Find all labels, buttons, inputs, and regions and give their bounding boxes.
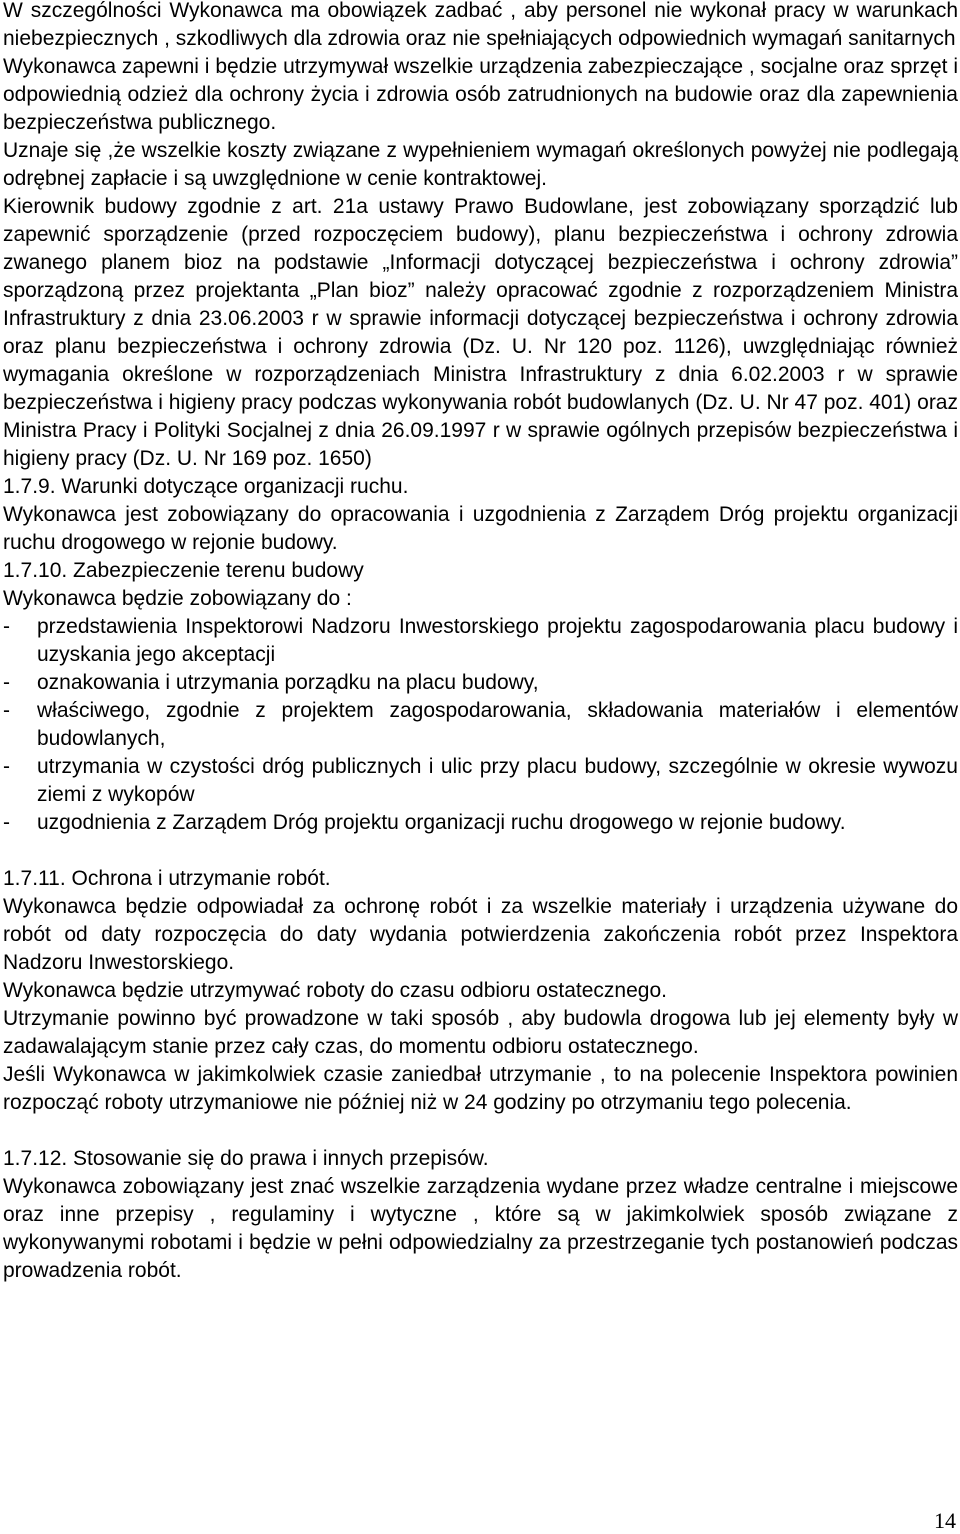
section-heading-1-7-10: 1.7.10. Zabezpieczenie terenu budowy bbox=[3, 559, 364, 582]
section-heading-1-7-12: 1.7.12. Stosowanie się do prawa i innych przepisów. bbox=[3, 1147, 489, 1170]
paragraph-bioz-plan: Kierownik budowy zgodnie z art. 21a ustawy Prawo Budowlane, jest zobowiązany sporządzić lub zapewnić sporządzenie (przed rozpoczęciem budowy), planu bezpieczeństwa i ochrony zdrowia zwanego planem bioz na podstawie „Informacji dotyczącej bezpieczeństwa i ochrony zdrowia” sporządzoną przez projektanta „Plan bioz” należy opracować zgodnie z rozporządzeniem Ministra Infrastruktury z dnia 23.06.2003 r w sprawie informacji dotyczącej bezpieczeństwa i ochrony zdrowia oraz planu bezpieczeństwa i ochrony zdrowia (Dz. U. Nr 120 poz. 1126), uwzględniając również wymagania określone w rozporządzeniach Ministra Infrastruktury z dnia 6.02.2003 r w sprawie bezpieczeństwa i higieny pracy podczas wykonywania robót budowlanych (Dz. U. Nr 47 poz. 401) oraz Ministra Pracy i Polityki Socjalnej z dnia 26.09.1997 r w sprawie ogólnych przepisów bezpieczeństwa i higieny pracy (Dz. U. Nr 169 poz. 1650) bbox=[3, 195, 958, 470]
paragraph-traffic-organization: Wykonawca jest zobowiązany do opracowania i uzgodnienia z Zarządem Dróg projektu organizacji ruchu drogowego w rejonie budowy. bbox=[3, 503, 958, 554]
paragraph-protection: Wykonawca będzie odpowiadał za ochronę robót i za wszelkie materiały i urządzenia używane do robót od daty rozpoczęcia do daty wydania potwierdzenia zakończenia robót przez Inspektora Nadzoru Inwestorskiego. bbox=[3, 895, 958, 974]
list-item bbox=[3, 697, 958, 753]
list-dash: - bbox=[3, 615, 10, 638]
list-dash: - bbox=[3, 699, 10, 722]
list-item-text: utrzymania w czystości dróg publicznych i ulic przy placu budowy, szczególnie w okresie wywozu ziemi z wykopów bbox=[37, 755, 958, 806]
list-item bbox=[3, 753, 958, 809]
paragraph-neglect: Jeśli Wykonawca w jakimkolwiek czasie zaniedbał utrzymanie , to na polecenie Inspektora powinien rozpocząć roboty utrzymaniowe nie później niż w 24 godziny po otrzymaniu tego polecenia. bbox=[3, 1063, 958, 1114]
list-item bbox=[3, 613, 958, 669]
obligations-list bbox=[3, 613, 958, 837]
list-item bbox=[3, 669, 958, 697]
list-dash: - bbox=[3, 671, 10, 694]
list-dash: - bbox=[3, 811, 10, 834]
paragraph-costs: Uznaje się ,że wszelkie koszty związane z wypełnieniem wymagań określonych powyżej nie podlegają odrębnej zapłacie i są uwzględnione w cenie kontraktowej. bbox=[3, 139, 958, 190]
paragraph-maintenance: Wykonawca będzie utrzymywać roboty do czasu odbioru ostatecznego. bbox=[3, 979, 667, 1002]
page-number: 14 bbox=[934, 1508, 956, 1533]
list-item-text: uzgodnienia z Zarządem Dróg projektu organizacji ruchu drogowego w rejonie budowy. bbox=[37, 811, 846, 834]
paragraph-obligations-intro: Wykonawca będzie zobowiązany do : bbox=[3, 587, 352, 610]
paragraph-safety-equipment: Wykonawca zapewni i będzie utrzymywał wszelkie urządzenia zabezpieczające , socjalne oraz sprzęt i odpowiednią odzież dla ochrony życia i zdrowia osób zatrudnionych na budowie oraz dla zapewnienia bezpieczeństwa publicznego. bbox=[3, 55, 958, 134]
paragraph-regulations: Wykonawca zobowiązany jest znać wszelkie zarządzenia wydane przez władze centralne i miejscowe oraz inne przepisy , regulaminy i wytyczne , które są w jakimkolwiek sposób związane z wykonywanymi robotami i będzie w pełni odpowiedzialny za przestrzeganie tych postanowień podczas prowadzenia robót. bbox=[3, 1175, 958, 1282]
list-item bbox=[3, 809, 958, 837]
list-item-text: oznakowania i utrzymania porządku na placu budowy, bbox=[37, 671, 539, 694]
list-item-text: właściwego, zgodnie z projektem zagospodarowania, składowania materiałów i elementów budowlanych, bbox=[37, 699, 958, 750]
section-heading-1-7-11: 1.7.11. Ochrona i utrzymanie robót. bbox=[3, 867, 331, 890]
list-dash: - bbox=[3, 755, 10, 778]
list-item-text: przedstawienia Inspektorowi Nadzoru Inwestorskiego projektu zagospodarowania placu budowy i uzyskania jego akceptacji bbox=[37, 615, 958, 666]
document-body bbox=[3, 0, 958, 1285]
blank-line bbox=[3, 1117, 958, 1145]
paragraph-maintenance-method: Utrzymanie powinno być prowadzone w taki sposób , aby budowla drogowa lub jej elementy były w zadawalającym stanie przez cały czas, do momentu odbioru ostatecznego. bbox=[3, 1007, 958, 1058]
paragraph-personnel-safety: W szczególności Wykonawca ma obowiązek zadbać , aby personel nie wykonał pracy w warunkach niebezpiecznych , szkodliwych dla zdrowia oraz nie spełniających odpowiednich wymagań sanitarnych bbox=[3, 0, 958, 50]
blank-line bbox=[3, 837, 958, 865]
section-heading-1-7-9: 1.7.9. Warunki dotyczące organizacji ruchu. bbox=[3, 475, 409, 498]
